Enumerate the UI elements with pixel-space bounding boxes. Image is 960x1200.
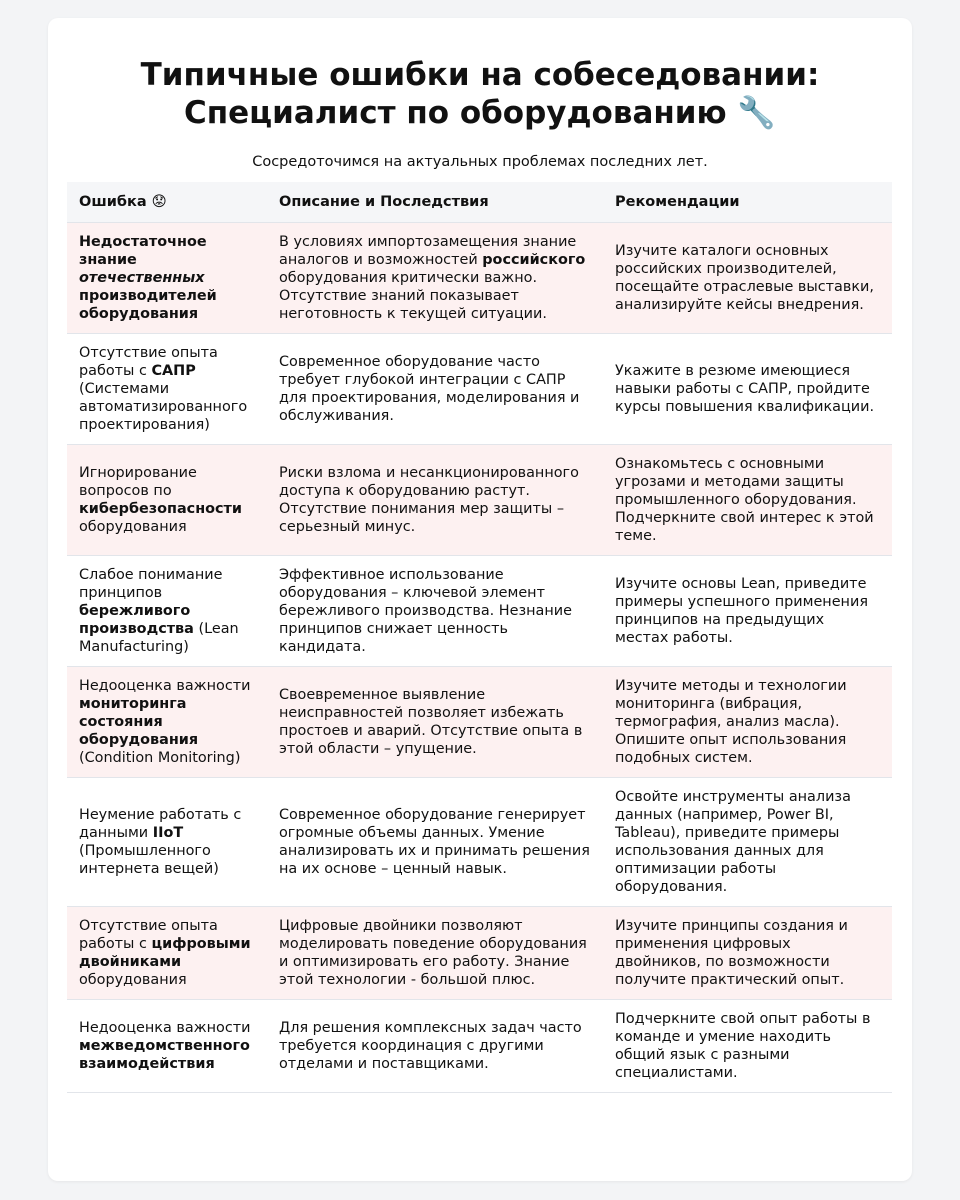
cell-text: Для решения комплексных задач часто требуется координация с другими отделами и поставщиками. [279,1020,582,1072]
table-body [67,223,892,1093]
cell-text: Изучите основы Lean, приведите примеры успешного применения принципов на предыдущих местах работы. [615,576,868,646]
error-cell [67,907,267,1000]
description-cell [267,223,603,334]
table-row [67,334,892,445]
cell-text: (Промышленного интернета вещей) [79,843,219,877]
cell-text: Изучите принципы создания и применения цифровых двойников, по возможности получите практический опыт. [615,918,848,988]
cell-text: Отсутствие опыта работы с [79,345,218,379]
cell-text: Цифровые двойники позволяют моделировать поведение оборудования и оптимизировать его работу. Знание этой технологии - большой плюс. [279,918,587,988]
bold-text: IIoT [152,825,184,841]
error-cell [67,556,267,667]
cell-text: Изучите методы и технологии мониторинга (вибрация, термография, анализ масла). Опишите опыт использования подобных систем. [615,678,847,766]
error-cell [67,445,267,556]
recommendation-cell [603,667,892,778]
table-header-row [67,182,892,223]
cell-text: Подчеркните свой опыт работы в команде и умение находить общий язык с разными специалистами. [615,1011,871,1081]
error-cell [67,334,267,445]
error-cell [67,223,267,334]
recommendation-cell [603,907,892,1000]
cell-text: Современное оборудование часто требует глубокой интеграции с САПР для проектирования, моделирования и обслуживания. [279,354,580,424]
table-row [67,445,892,556]
bold-text: цифровыми двойниками [79,936,251,970]
cell-text: Ознакомьтесь с основными угрозами и методами защиты промышленного оборудования. Подчеркните свой интерес к этой теме. [615,456,874,544]
cell-text: (Condition Monitoring) [79,750,241,766]
cell-text: Отсутствие опыта работы с [79,918,218,952]
page-title [67,56,893,132]
table-header [67,182,892,223]
recommendation-cell [603,556,892,667]
emphasis-text: отечественных [79,270,205,286]
page-subtitle: Сосредоточимся на актуальных проблемах последних лет. [252,154,708,170]
errors-table [67,182,892,1093]
card [48,18,912,1181]
bold-text: кибербезопасности [79,501,242,517]
cell-text: оборудования критически важно. Отсутствие знаний показывает неготовность к текущей ситуации. [279,270,547,322]
bold-text: производителей оборудования [79,288,217,322]
cell-text: В условиях импортозамещения знание аналогов и возможностей [279,234,577,268]
cell-text: Изучите каталоги основных российских производителей, посещайте отраслевые выставки, анализируйте кейсы внедрения. [615,243,874,313]
column-header-recommendation: Рекомендации [603,182,892,223]
table-row [67,223,892,334]
bold-text: бережливого производства [79,603,194,637]
page-title-line-2: Специалист по оборудованию 🔧 [183,95,777,131]
recommendation-cell [603,778,892,907]
table-row [67,556,892,667]
page-title-line-1: Типичные ошибки на собеседовании: [140,57,820,93]
cell-text: Неумение работать с данными [79,807,242,841]
bold-text: мониторинга состояния оборудования [79,696,199,748]
error-cell [67,1000,267,1093]
cell-text: Эффективное использование оборудования – ключевой элемент бережливого производства. Незнание принципов снижает ценность кандидата. [279,567,572,655]
description-cell [267,445,603,556]
cell-text: Современное оборудование генерирует огромные объемы данных. Умение анализировать их и принимать решения на их основе – ценный навык. [279,807,590,877]
bold-text [79,270,205,286]
recommendation-cell [603,334,892,445]
cell-text: (Lean Manufacturing) [79,621,239,655]
cell-text: Риски взлома и несанкционированного доступа к оборудованию растут. Отсутствие понимания мер защиты – серьезный минус. [279,465,579,535]
bold-text: Недостаточное знание [79,234,207,268]
bold-text: межведомственного взаимодействия [79,1038,250,1072]
description-cell [267,667,603,778]
table-row [67,907,892,1000]
error-cell [67,778,267,907]
cell-text: Укажите в резюме имеющиеся навыки работы с САПР, пройдите курсы повышения квалификации. [615,363,875,415]
recommendation-cell [603,223,892,334]
description-cell [267,907,603,1000]
column-header-error: Ошибка 😟 [67,182,267,223]
table-row [67,667,892,778]
description-cell [267,778,603,907]
description-cell [267,556,603,667]
recommendation-cell [603,445,892,556]
cell-text: Недооценка важности [79,678,251,694]
cell-text: Своевременное выявление неисправностей позволяет избежать простоев и аварий. Отсутствие опыта в этой области – упущение. [279,687,583,757]
description-cell [267,1000,603,1093]
column-header-description: Описание и Последствия [267,182,603,223]
cell-text: Недооценка важности [79,1020,251,1036]
description-cell [267,334,603,445]
cell-text: оборудования [79,972,187,988]
error-cell [67,667,267,778]
cell-text: Слабое понимание принципов [79,567,223,601]
bold-text: САПР [151,363,196,379]
cell-text: Освойте инструменты анализа данных (например, Power BI, Tableau), приведите примеры использования данных для оптимизации работы оборудования. [615,789,851,895]
cell-text: оборудования [79,519,187,535]
bold-text: российского [482,252,586,268]
table-row [67,1000,892,1093]
recommendation-cell [603,1000,892,1093]
table-row [67,778,892,907]
cell-text: (Системами автоматизированного проектирования) [79,381,248,433]
cell-text: Игнорирование вопросов по [79,465,197,499]
